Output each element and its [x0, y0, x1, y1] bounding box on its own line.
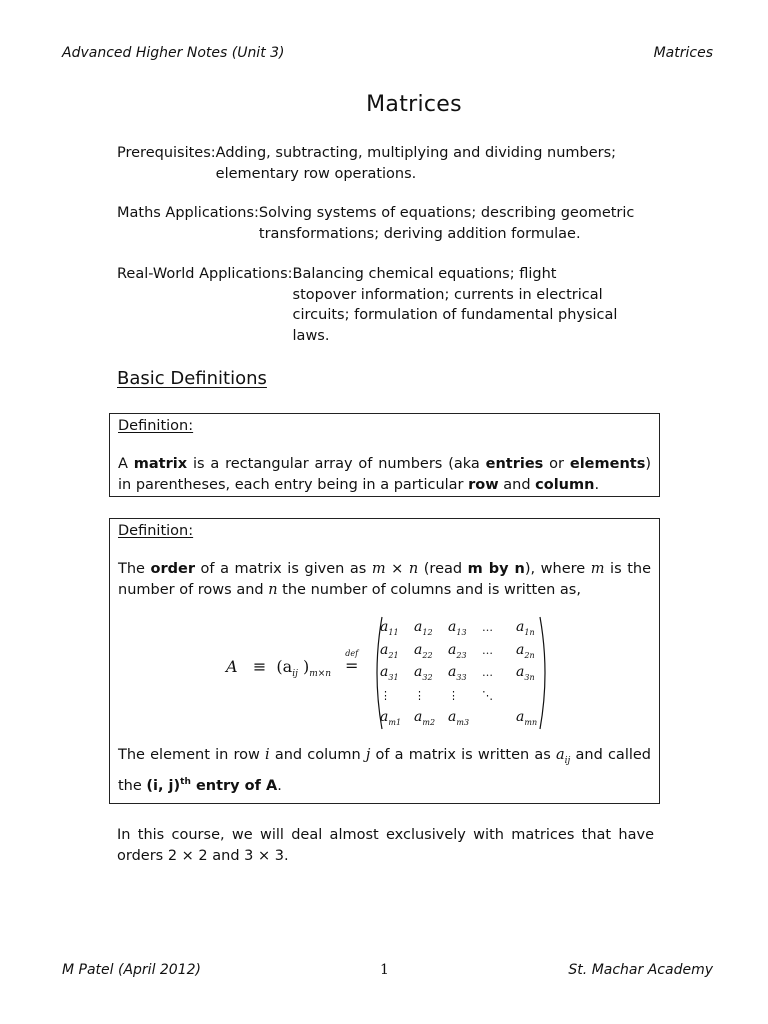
right-parenthesis — [538, 615, 552, 731]
meta-value: Balancing chemical equations; flight — [292, 266, 557, 282]
definition-box-matrix — [109, 413, 660, 497]
matrix-entry: $a_{3n}$ — [516, 664, 535, 682]
matrix-grid — [380, 619, 550, 732]
matrix-entry: … — [482, 666, 493, 679]
meta-value: elementary row operations. — [215, 165, 417, 182]
definition-label: Definition: — [118, 418, 194, 434]
page-title: Matrices — [366, 92, 462, 117]
course-note: In this course, we will deal almost exclusively with matrices that have orders 2 × 2 and 3 × 3. — [117, 827, 654, 864]
definition-text: A matrix is a rectangular array of numbers (aka entries or elements) in parentheses, each entry being in a particular row and column. — [118, 456, 651, 493]
page-footer-author: M Patel (April 2012) — [62, 962, 201, 978]
page-footer-school: St. Machar Academy — [568, 962, 713, 978]
matrix-entry: $a_{m1}$ — [380, 709, 402, 727]
matrix-notation — [118, 615, 651, 735]
matrix-entry: $a_{m2}$ — [414, 709, 436, 727]
matrix-entry: $a_{2n}$ — [516, 641, 535, 660]
matrix-entry: ⋱ — [482, 688, 493, 702]
meta-label: Prerequisites: — [117, 145, 216, 161]
matrix-entry: $a_{12}$ — [414, 619, 433, 637]
meta-real-world-applications — [117, 264, 617, 346]
matrix-entry: ⋮ — [380, 688, 391, 702]
def-equals: def = — [345, 649, 359, 675]
matrix-entry: $a_{33}$ — [448, 664, 467, 682]
meta-value: transformations; deriving addition formulae. — [258, 225, 581, 242]
matrix-entry: $a_{13}$ — [448, 619, 467, 637]
meta-label: Real-World Applications: — [117, 266, 293, 282]
matrix-entry: $a_{31}$ — [380, 664, 399, 682]
matrix-lhs: A ≡ ($a_{ij}$ )$_{m\times n}$ — [226, 657, 332, 680]
page-header-right: Matrices — [653, 45, 713, 61]
matrix-entry: $a_{22}$ — [414, 641, 433, 660]
matrix-entry: ⋮ — [448, 688, 459, 702]
matrix-entry: $a_{23}$ — [448, 641, 467, 660]
meta-prerequisites — [117, 143, 616, 184]
meta-value: stopover information; currents in electrical — [292, 286, 603, 303]
matrix-entry: … — [482, 643, 493, 657]
meta-maths-applications — [117, 203, 634, 244]
meta-label: Maths Applications: — [117, 205, 259, 221]
page-number: 1 — [380, 962, 389, 978]
meta-value: Adding, subtracting, multiplying and dividing numbers; — [215, 145, 617, 161]
meta-value: laws. — [292, 327, 330, 344]
matrix-entry: $a_{m3}$ — [448, 709, 470, 727]
matrix-entry: ⋮ — [414, 688, 425, 702]
matrix-entry: $a_{mn}$ — [516, 709, 538, 727]
matrix-entry: $a_{11}$ — [380, 619, 399, 637]
meta-value: Solving systems of equations; describing geometric — [258, 205, 635, 221]
matrix-entry: $a_{32}$ — [414, 664, 433, 682]
definition-text: The order of a matrix is given as m × n (read m by n), where m is the number of rows and n the number of columns and is written as, — [118, 561, 651, 598]
matrix-entry: $a_{1n}$ — [516, 619, 535, 637]
element-description: The element in row i and column j of a matrix is written as $a_{ij}$ and called the (i, j)$^{th}$ entry of A. — [118, 747, 652, 794]
definition-box-order — [109, 518, 660, 804]
definition-label: Definition: — [118, 523, 194, 539]
page-header-left: Advanced Higher Notes (Unit 3) — [62, 45, 285, 61]
matrix-entry — [482, 709, 516, 732]
matrix-entry: $a_{21}$ — [380, 641, 399, 660]
section-title-basic-definitions: Basic Definitions — [117, 368, 267, 389]
meta-value: circuits; formulation of fundamental physical — [292, 307, 618, 323]
matrix-entry: … — [482, 621, 493, 634]
